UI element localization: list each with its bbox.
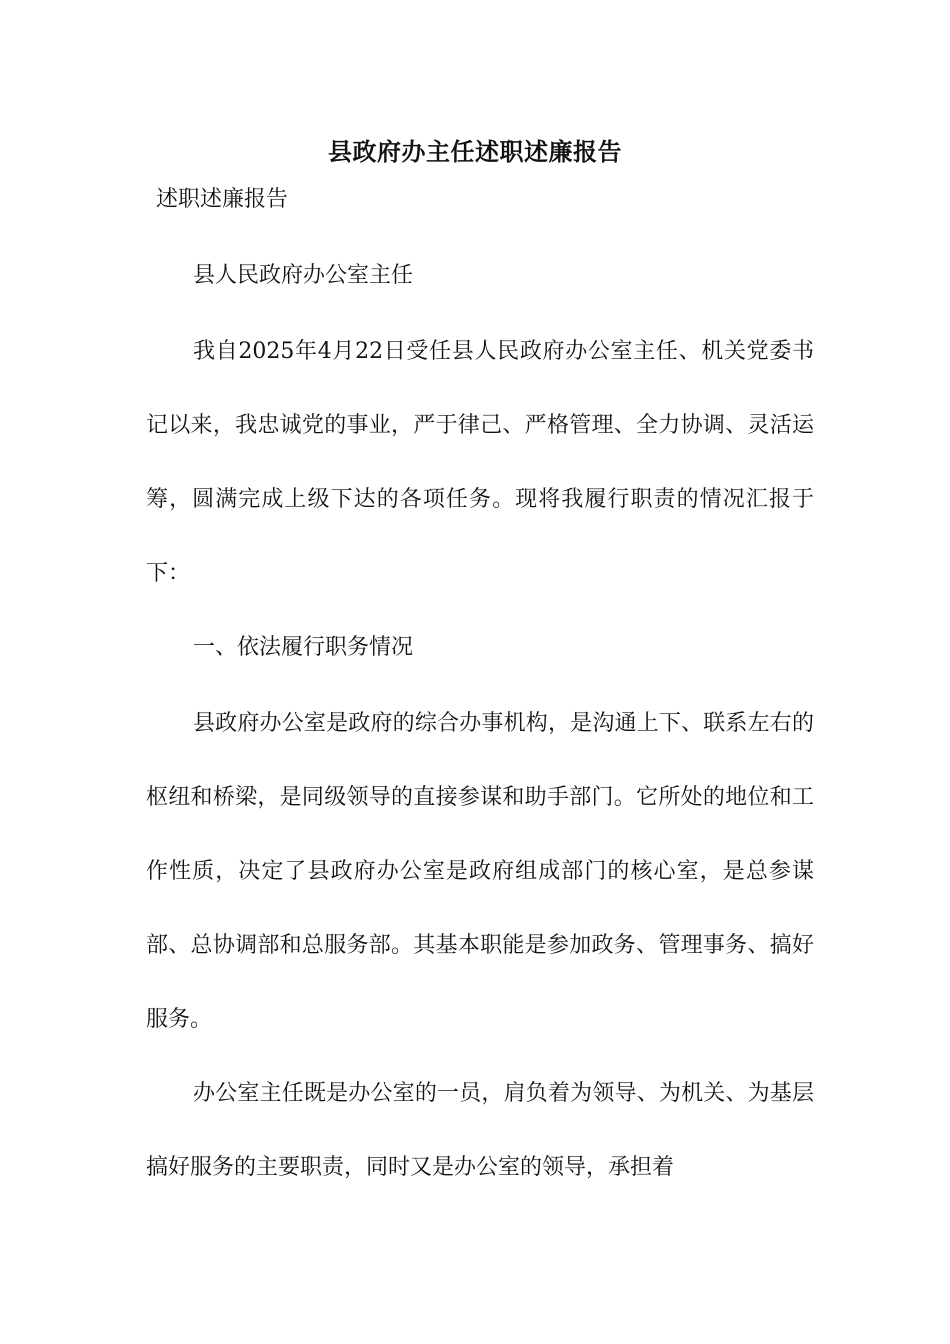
- paragraph-addressee: 县人民政府办公室主任: [193, 263, 414, 288]
- document-subtitle: 述职述廉报告: [156, 187, 289, 212]
- section-heading: 一、依法履行职务情况: [193, 635, 414, 660]
- paragraph-office-role: 县政府办公室是政府的综合办事机构，是沟通上下、联系左右的枢纽和桥梁，是同级领导的直接参谋和助手部门。它所处的地位和工作性质，决定了县政府办公室是政府组成部门的核心室，是总参谋部、总协调部和总服务部。其基本职能是参加政务、管理事务、搞好服务。: [146, 711, 814, 1032]
- paragraph-director-role: 办公室主任既是办公室的一员，肩负着为领导、为机关、为基层搞好服务的主要职责，同时又是办公室的领导，承担着: [146, 1081, 814, 1180]
- paragraph-intro: 我自2025年4月22日受任县人民政府办公室主任、机关党委书记以来，我忠诚党的事业，严于律己、严格管理、全力协调、灵活运筹，圆满完成上级下达的各项任务。现将我履行职责的情况汇报于下：: [146, 339, 814, 586]
- document-title: 县政府办主任述职述廉报告: [328, 137, 622, 166]
